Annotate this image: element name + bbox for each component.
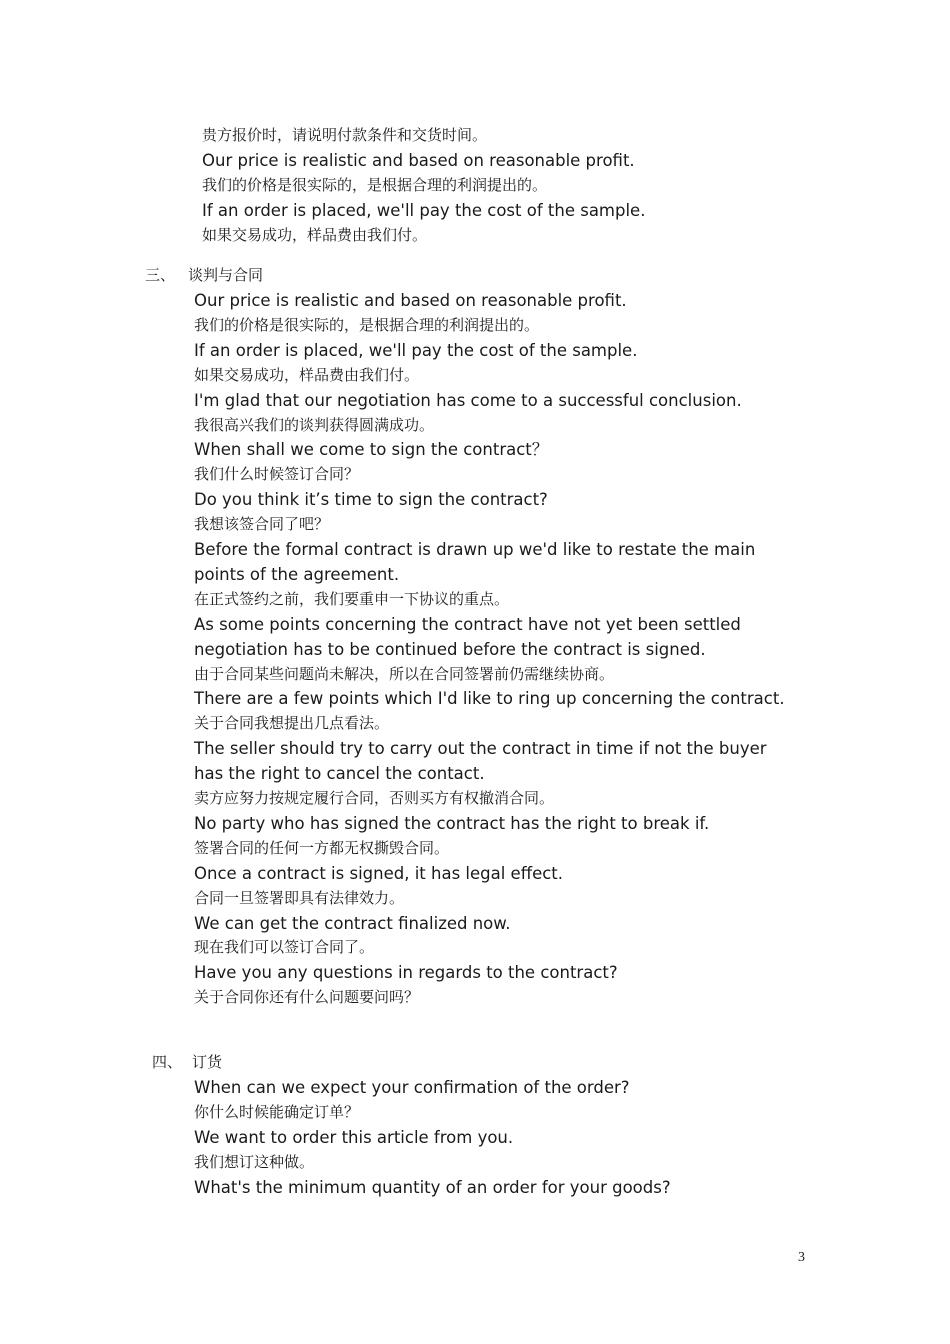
english-text-line: The seller should try to carry out the contract in time if not the buyer (194, 739, 767, 759)
english-text-line: Our price is realistic and based on reasonable profit. (194, 291, 627, 310)
english-text-line: negotiation has to be continued before the contract is signed. (194, 639, 706, 659)
chinese-text-line: 现在我们可以签订合同了。 (194, 938, 375, 957)
english-text-line: Before the formal contract is drawn up we'd like to restate the main (194, 540, 756, 559)
chinese-text-line: 如果交易成功，样品费由我们付。 (194, 365, 420, 384)
english-text-line: As some points concerning the contract have not yet been settled (194, 614, 741, 634)
chinese-text-line: 签署合同的任何一方都无权撕毁合同。 (194, 838, 450, 857)
english-text-line: Do you think it’s time to sign the contract? (194, 490, 548, 510)
section-4-title: 订货 (192, 1053, 223, 1071)
chinese-text-line: 卖方应努力按规定履行合同，否则买方有权撤消合同。 (194, 789, 555, 807)
section-4-number: 四、 (152, 1053, 183, 1071)
chinese-text-line: 我想该签合同了吧？ (194, 515, 330, 534)
chinese-text-line: 我们想订这种做。 (194, 1153, 315, 1171)
english-text-line: When shall we come to sign the contract？ (194, 440, 549, 460)
section-3-number: 三、 (145, 266, 176, 284)
english-text-line: Have you any questions in regards to the contract? (194, 963, 618, 983)
english-text-line: If an order is placed, we'll pay the cost of the sample. (194, 340, 638, 360)
english-text-line: There are a few points which I'd like to ring up concerning the contract. (194, 689, 785, 709)
english-text-line: Our price is realistic and based on reasonable profit. (202, 151, 635, 170)
chinese-text-line: 由于合同某些问题尚未解决，所以在合同签署前仍需继续协商。 (194, 664, 615, 683)
chinese-text-line: 你什么时候能确定订单？ (194, 1103, 360, 1121)
english-text-line: No party who has signed the contract has the right to break if. (194, 813, 710, 833)
chinese-text-line: 在正式签约之前，我们要重申一下协议的重点。 (194, 589, 510, 608)
english-text-line: When can we expect your confirmation of the order? (194, 1078, 630, 1097)
chinese-text-line: 我很高兴我们的谈判获得圆满成功。 (194, 415, 435, 434)
page-number: 3 (798, 1250, 805, 1265)
chinese-text-line: 我们什么时候签订合同？ (194, 465, 360, 484)
chinese-text-line: 合同一旦签署即具有法律效力。 (194, 888, 405, 907)
chinese-text-line: 我们的价格是很实际的，是根据合理的利润提出的。 (194, 315, 540, 334)
chinese-text-line: 我们的价格是很实际的，是根据合理的利润提出的。 (202, 176, 548, 194)
chinese-text-line: 关于合同我想提出几点看法。 (194, 714, 390, 733)
english-text-line: If an order is placed, we'll pay the cost of the sample. (202, 201, 646, 220)
english-text-line: points of the agreement. (194, 564, 400, 584)
english-text-line: has the right to cancel the contact. (194, 764, 485, 784)
section-3-title: 谈判与合同 (188, 266, 264, 284)
english-text-line: We can get the contract finalized now. (194, 913, 511, 933)
chinese-text-line: 如果交易成功，样品费由我们付。 (202, 226, 428, 244)
chinese-text-line: 关于合同你还有什么问题要问吗？ (194, 988, 420, 1007)
english-text-line: I'm glad that our negotiation has come to a successful conclusion. (194, 390, 742, 410)
english-text-line: We want to order this article from you. (194, 1128, 514, 1147)
english-text-line: Once a contract is signed, it has legal effect. (194, 863, 564, 883)
english-text-line: What's the minimum quantity of an order for your goods? (194, 1178, 671, 1197)
chinese-text-line: 贵方报价时，请说明付款条件和交货时间。 (202, 126, 488, 144)
